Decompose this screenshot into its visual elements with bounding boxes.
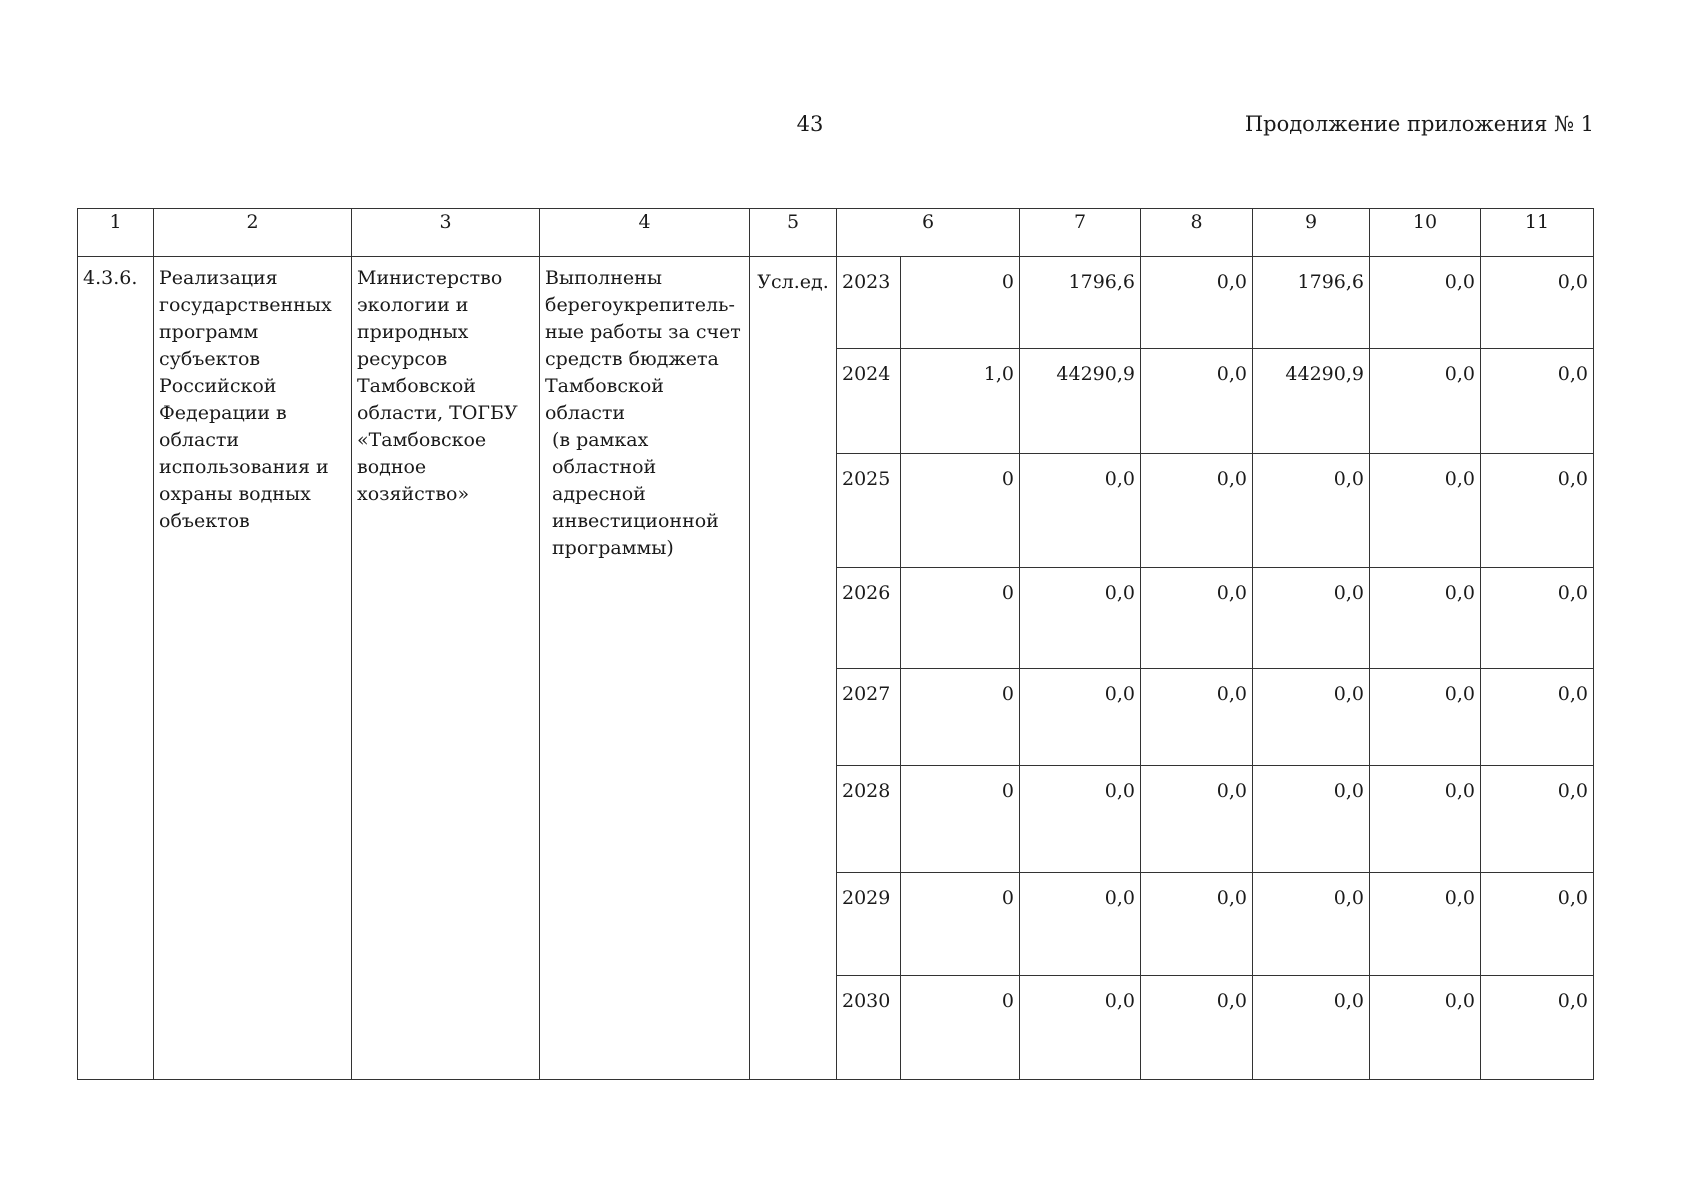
value-cell: 0,0 (1141, 349, 1253, 454)
value-cell: 0,0 (1370, 873, 1481, 976)
value-cell: 0,0 (1141, 454, 1253, 568)
value-cell: 0,0 (1020, 976, 1141, 1080)
value-cell: 0,0 (1481, 257, 1594, 349)
header-cell: 11 (1481, 209, 1594, 257)
value-cell: 0,0 (1020, 568, 1141, 669)
value-cell: 0 (901, 568, 1020, 669)
value-cell: 0,0 (1370, 257, 1481, 349)
value-cell: 0 (901, 454, 1020, 568)
year-cell: 2025 (837, 454, 901, 568)
value-cell: 0,0 (1253, 976, 1370, 1080)
value-cell: 44290,9 (1253, 349, 1370, 454)
value-cell: 0,0 (1253, 454, 1370, 568)
value-cell: 0,0 (1020, 454, 1141, 568)
header-cell: 6 (837, 209, 1020, 257)
value-cell: 0,0 (1141, 669, 1253, 766)
value-cell: 0,0 (1481, 349, 1594, 454)
indicator-text: Выполнены берегоукрепитель-ные работы за счет средств бюджета Тамбовской области (545, 267, 741, 424)
value-cell: 0,0 (1141, 257, 1253, 349)
program-table (77, 208, 1594, 1080)
year-cell: 2026 (837, 568, 901, 669)
appendix-continuation-label: Продолжение приложения № 1 (1244, 112, 1594, 136)
indicator-note: (в рамках областной адресной инвестиционной программы) (552, 429, 719, 559)
item-indicator (540, 257, 750, 1080)
value-cell: 0,0 (1370, 976, 1481, 1080)
value-cell: 0,0 (1370, 349, 1481, 454)
column-number-header-row (78, 209, 1594, 257)
value-cell: 0,0 (1481, 669, 1594, 766)
value-cell: 0,0 (1141, 766, 1253, 873)
value-cell: 0,0 (1370, 669, 1481, 766)
header-cell: 8 (1141, 209, 1253, 257)
value-cell: 0,0 (1370, 568, 1481, 669)
year-cell: 2030 (837, 976, 901, 1080)
item-unit: Усл.ед. (750, 257, 837, 1080)
value-cell: 0,0 (1141, 873, 1253, 976)
header-cell: 7 (1020, 209, 1141, 257)
value-cell: 0,0 (1253, 873, 1370, 976)
value-cell: 0 (901, 766, 1020, 873)
item-executor: Министерство экологии и природных ресурсов Тамбовской области, ТОГБУ «Тамбовское водное хозяйство» (352, 257, 540, 1080)
year-cell: 2023 (837, 257, 901, 349)
value-cell: 1,0 (901, 349, 1020, 454)
value-cell: 0 (901, 976, 1020, 1080)
value-cell: 44290,9 (1020, 349, 1141, 454)
year-cell: 2024 (837, 349, 901, 454)
value-cell: 0,0 (1020, 669, 1141, 766)
value-cell: 0,0 (1481, 568, 1594, 669)
year-cell: 2029 (837, 873, 901, 976)
value-cell: 0 (901, 873, 1020, 976)
table-row (78, 257, 1594, 349)
value-cell: 0,0 (1481, 766, 1594, 873)
header-cell: 4 (540, 209, 750, 257)
value-cell: 0 (901, 257, 1020, 349)
value-cell: 0,0 (1370, 454, 1481, 568)
value-cell: 0,0 (1481, 454, 1594, 568)
value-cell: 1796,6 (1020, 257, 1141, 349)
header-cell: 1 (78, 209, 154, 257)
value-cell: 0 (901, 669, 1020, 766)
item-name: Реализация государственных программ субъектов Российской Федерации в области использования и охраны водных объектов (154, 257, 352, 1080)
value-cell: 0,0 (1481, 976, 1594, 1080)
item-number: 4.3.6. (78, 257, 154, 1080)
value-cell: 0,0 (1020, 766, 1141, 873)
value-cell: 0,0 (1141, 568, 1253, 669)
value-cell: 0,0 (1370, 766, 1481, 873)
header-cell: 9 (1253, 209, 1370, 257)
year-cell: 2028 (837, 766, 901, 873)
value-cell: 0,0 (1253, 766, 1370, 873)
value-cell: 0,0 (1141, 976, 1253, 1080)
header-cell: 2 (154, 209, 352, 257)
value-cell: 1796,6 (1253, 257, 1370, 349)
value-cell: 0,0 (1253, 568, 1370, 669)
year-cell: 2027 (837, 669, 901, 766)
value-cell: 0,0 (1020, 873, 1141, 976)
value-cell: 0,0 (1481, 873, 1594, 976)
header-cell: 3 (352, 209, 540, 257)
header-cell: 5 (750, 209, 837, 257)
header-cell: 10 (1370, 209, 1481, 257)
page-number: 43 (796, 112, 824, 136)
value-cell: 0,0 (1253, 669, 1370, 766)
